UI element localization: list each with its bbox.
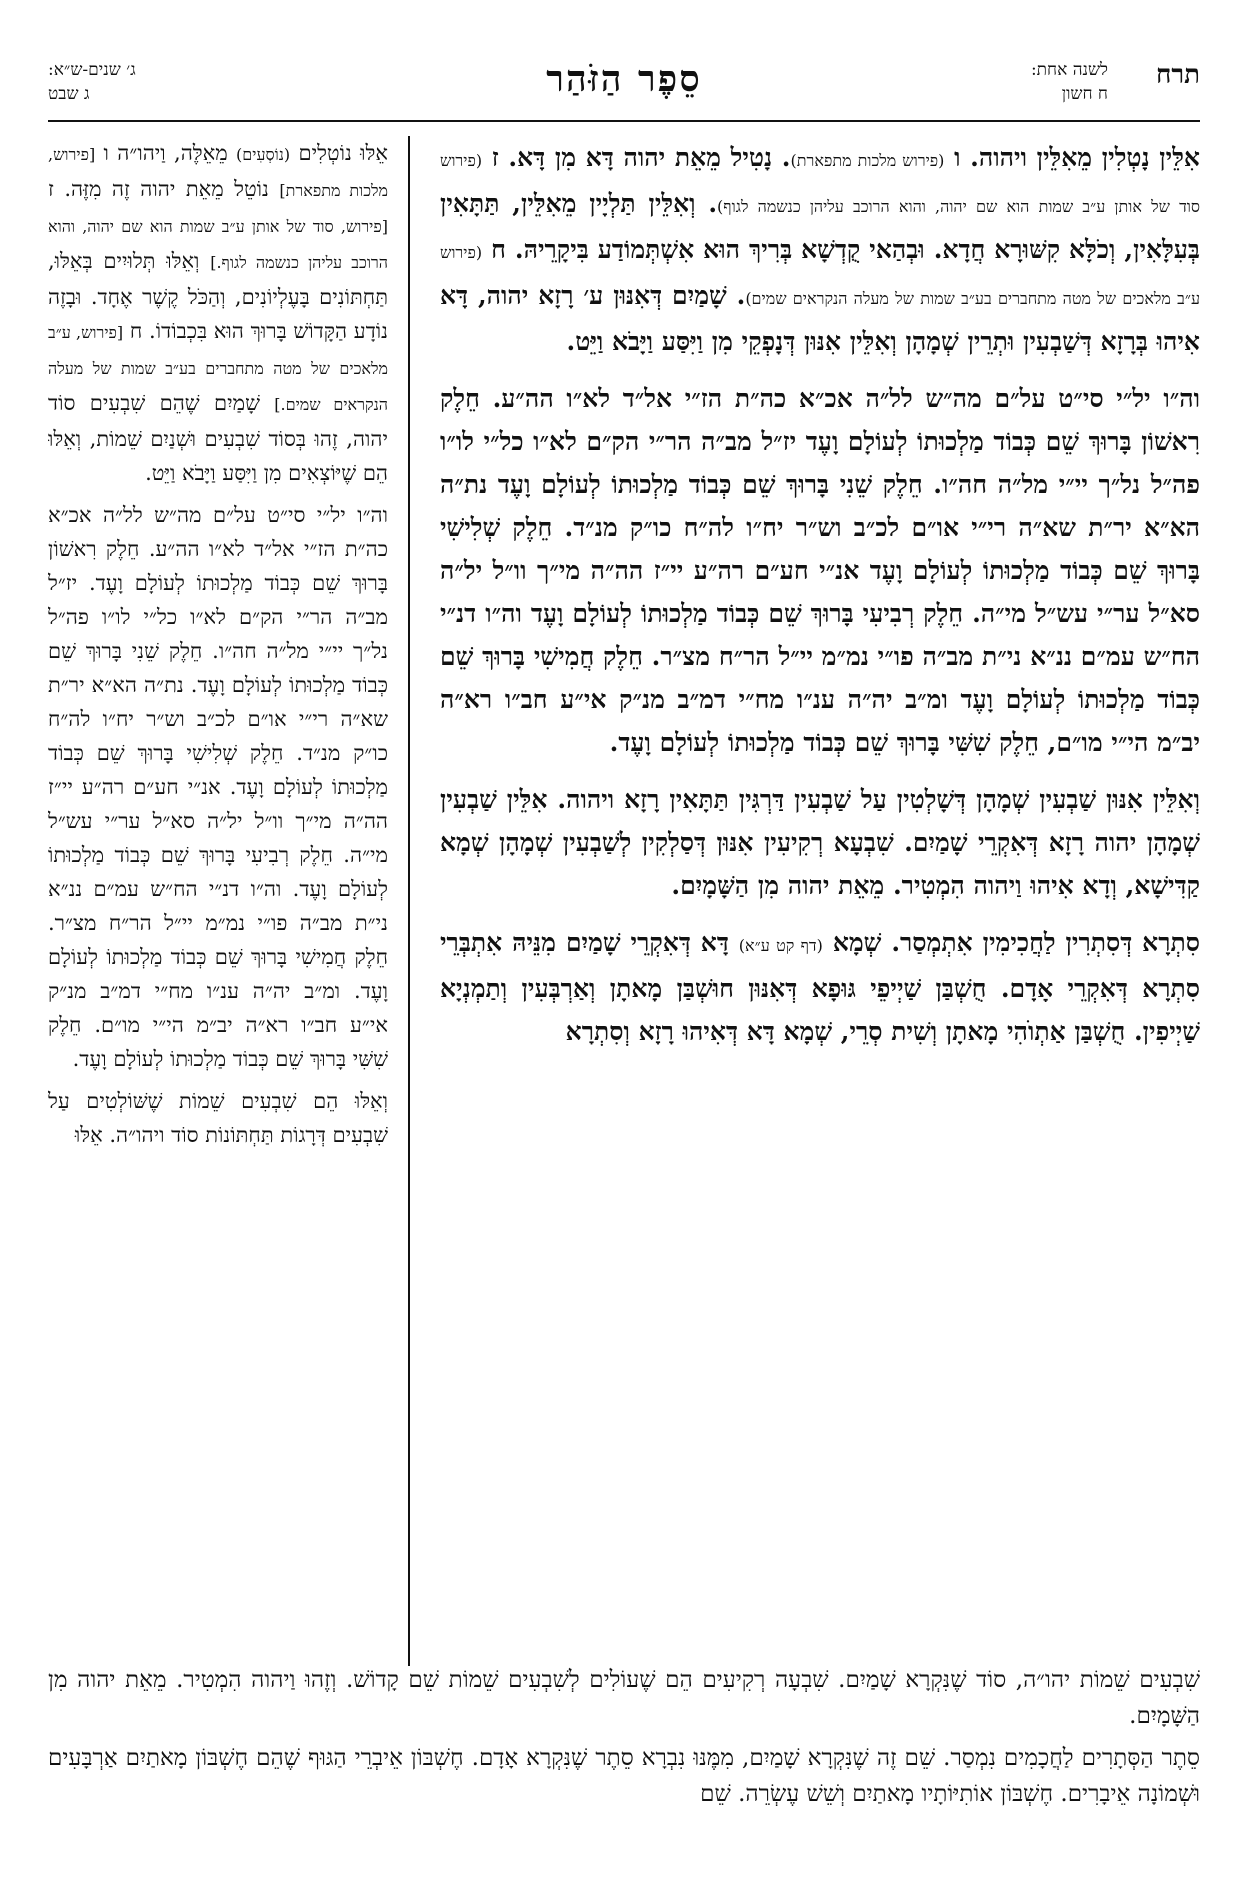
aramaic-paragraph-1: אִלֵּין נָטְלִין מֵאִלֵּין ויהוה. ו (פירוש מלכות מתפארת). נָטִיל מֵאֵת יהוה דָּא מִן דָּא. ז (פירוש סוד של אותן ע״ב שמות הוא שם יהוה, והוא הרוכב עליהן כנשמה לגוף). וְאִלֵּין תַּלְיָין מֵאִלֵּין, תַּתָּאִין בְּעִלָּאִין, וְכֹלָּא קִשּׁוּרָא חֲדָא. וּבְהַאי קֻדְשָׁא בְּרִיךְ הוּא אִשְׁתְּמוֹדַע בִּיקָרֵיהּ. ח (פירוש ע״ב מלאכים של מטה מתחברים בע״ב שמות של מעלה הנקראים שמים). שָׁמַיִם דְּאִנּוּן ע׳ רָזָא יהוה, דָּא אִיהוּ בְּרָזָא דְּשַׁבְעִין וּתְרֵין שְׁמָהָן וְאִלֵּין אִנּוּן דְּנָפְקֵי מִן וַיִּסַּע וַיָּבֹא וַיֵּט. xyxy=(440,143,1200,356)
schedule-date-left: ג שבט xyxy=(48,84,90,104)
aramaic-column xyxy=(440,136,1200,1656)
translation-paragraph-3: וְאֵלּוּ הֵם שִׁבְעִים שֵׁמוֹת שֶׁשּׁוֹלְטִים עַל שִׁבְעִים דְּרָגוֹת תַּחְתּוֹנוֹת סוֹד ויהו״ה. אֵלּוּ xyxy=(48,1089,388,1147)
inline-note: [פירוש, סוד של אותן ע״ב שמות הוא שם יהוה, והוא הרוכב עליהן כנשמה לגוף.] xyxy=(48,217,388,272)
aramaic-paragraph-2: וה״ו יל״י סי״ט על״ם מה״ש לל״ה אכ״א כה״ת הז״י אל״ד לא״ו הה״ע. חֵלֶק רִאשׁוֹן בָּרוּךְ שֵׁם כְּבוֹד מַלְכוּתוֹ לְעוֹלָם וָעֶד יז״ל מב״ה הר״י הק״ם לא״ו כל״י לו״ו פה״ל נל״ך יי״י מל״ה חה״ו. חֵלֶק שֵׁנִי בָּרוּךְ שֵׁם כְּבוֹד מַלְכוּתוֹ לְעוֹלָם וָעֶד נת״ה הא״א יר״ת שא״ה רי״י או״ם לכ״ב וש״ר יח״ו לה״ח כו״ק מנ״ד. חֵלֶק שְׁלִישִׁי בָּרוּךְ שֵׁם כְּבוֹד מַלְכוּתוֹ לְעוֹלָם וָעֶד אנ״י חע״ם רה״ע יי״ז הה״ה מי״ך וו״ל יל״ה סא״ל ער״י עש״ל מי״ה. חֵלֶק רְבִיעִי בָּרוּךְ שֵׁם כְּבוֹד מַלְכוּתוֹ לְעוֹלָם וָעֶד וה״ו דנ״י הח״ש עמ״ם ננ״א ני״ת מב״ה פו״י נמ״מ יי״ל הר״ח מצ״ר. חֵלֶק חֲמִישִׁי בָּרוּךְ שֵׁם כְּבוֹד מַלְכוּתוֹ לְעוֹלָם וָעֶד ומ״ב יה״ה ענ״ו מח״י דמ״ב מנ״ק אי״ע חב״ו רא״ה יב״מ הי״י מו״ם, חֵלֶק שִׁשִּׁי בָּרוּךְ שֵׁם כְּבוֹד מַלְכוּתוֹ לְעוֹלָם וָעֶד. xyxy=(440,384,1200,757)
book-page xyxy=(48,56,1200,1840)
inline-note: (פירוש מלכות מתפארת) xyxy=(790,151,945,170)
folio-reference: (דף קט ע״א) xyxy=(738,936,823,955)
schedule-date-right: ח חשון xyxy=(1061,84,1108,104)
aramaic-paragraph-3: וְאִלֵּין אִנּוּן שַׁבְעִין שְׁמָהָן דְּשָׁלְטִין עַל שַׁבְעִין דַּרְגִּין תַּתָּאִין רָזָא ויהוה. אִלֵּין שַׁבְעִין שְׁמָהָן יהוה רָזָא דְּאִקְרֵי שָׁמַיִם. שִׁבְעָא רְקִיעִין אִנּוּן דְּסַלְקִין לְשַׁבְעִין שְׁמָהָן שְׁמָא קַדִּישָׁא, וְדָא אִיהוּ וַיהוה הִמְטִיר. מֵאֵת יהוה מִן הַשָּׁמָיִם. xyxy=(440,785,1200,900)
page-number: תרח xyxy=(1155,60,1200,90)
translation-column xyxy=(48,136,388,1656)
inline-note: [פירוש, ע״ב מלאכים של מטה מתחברים בע״ב שמות של מעלה הנקראים שמים.] xyxy=(48,323,388,414)
schedule-three-years: ג׳ שנים-ש״א: xyxy=(48,60,136,80)
translation-paragraph-1: אֵלּוּ נוֹטְלִים (נוֹסְעִים) מֵאֵלֶּה, וַיהו״ה ו [פירוש, מלכות מתפארת] נוֹטֵל מֵאֵת יהוה זֶה מִזֶּה. ז [פירוש, סוד של אותן ע״ב שמות הוא שם יהוה, והוא הרוכב עליהן כנשמה לגוף.] וְאֵלּוּ תְּלוּיִים בְּאֵלּוּ, תַּחְתּוֹנִים בָּעֶלְיוֹנִים, וְהַכֹּל קֶשֶׁר אֶחָד. וּבָזֶה נוֹדָע הַקָּדוֹשׁ בָּרוּךְ הוּא בִּכְבוֹדוֹ. ח [פירוש, ע״ב מלאכים של מטה מתחברים בע״ב שמות של מעלה הנקראים שמים.] שָׁמַיִם שֶׁהֵם שִׁבְעִים סוֹד יהוה, זֶהוּ בְּסוֹד שִׁבְעִים וּשְׁנַיִם שֵׁמוֹת, וְאֵלּוּ הֵם שֶׁיּוֹצְאִים מִן וַיִּסַּע וַיָּבֹא וַיֵּט. xyxy=(48,141,388,485)
bottom-translation xyxy=(48,1662,1200,1818)
translation-paragraph-2: וה״ו יל״י סי״ט על״ם מה״ש לל״ה אכ״א כה״ת הז״י אל״ד לא״ו הה״ע. חֵלֶק רִאשׁוֹן בָּרוּךְ שֵׁם כְּבוֹד מַלְכוּתוֹ לְעוֹלָם וָעֶד. יז״ל מב״ה הר״י הק״ם לא״ו כל״י לו״ו פה״ל נל״ך יי״י מל״ה חה״ו. חֵלֶק שֵׁנִי בָּרוּךְ שֵׁם כְּבוֹד מַלְכוּתוֹ לְעוֹלָם וָעֶד. נת״ה הא״א יר״ת שא״ה רי״י או״ם לכ״ב וש״ר יח״ו לה״ח כו״ק מנ״ד. חֵלֶק שְׁלִישִׁי בָּרוּךְ שֵׁם כְּבוֹד מַלְכוּתוֹ לְעוֹלָם וָעֶד. אנ״י חע״ם רה״ע יי״ז הה״ה מי״ך וו״ל יל״ה סא״ל ער״י עש״ל מי״ה. חֵלֶק רְבִיעִי בָּרוּךְ שֵׁם כְּבוֹד מַלְכוּתוֹ לְעוֹלָם וָעֶד. וה״ו דנ״י הח״ש עמ״ם ננ״א ני״ת מב״ה פו״י נמ״מ יי״ל הר״ח מצ״ר. חֵלֶק חֲמִישִׁי בָּרוּךְ שֵׁם כְּבוֹד מַלְכוּתוֹ לְעוֹלָם וָעֶד. ומ״ב יה״ה ענ״ו מח״י דמ״ב מנ״ק אי״ע חב״ו רא״ה יב״מ הי״י מו״ם. חֵלֶק שִׁשִּׁי בָּרוּךְ שֵׁם כְּבוֹד מַלְכוּתוֹ לְעוֹלָם וָעֶד. xyxy=(48,503,388,1071)
column-divider xyxy=(408,136,410,1666)
schedule-one-year: לשנה אחת: xyxy=(1030,60,1108,80)
book-title: סֵפֶר הַזֹּהַר xyxy=(546,58,702,100)
inline-note: (נוֹסְעִים) xyxy=(236,145,291,164)
inline-note: (פירוש ע״ב מלאכים של מטה מתחברים בע״ב שמות של מעלה הנקראים שמים) xyxy=(440,243,1200,308)
bottom-paragraph-1: שִׁבְעִים שֵׁמוֹת יהו״ה, סוֹד שֶׁנִּקְרָא שָׁמַיִם. שִׁבְעָה רְקִיעִים הֵם שֶׁעוֹלִים לְשִׁבְעִים שֵׁמוֹת שֵׁם קָדוֹשׁ. וְזֶהוּ וַיהוה הִמְטִיר. מֵאֵת יהוה מִן הַשָּׁמָיִם. xyxy=(48,1667,1200,1729)
inline-note: [פירוש, מלכות מתפארת] xyxy=(48,145,388,200)
aramaic-paragraph-4: סִתְרָא דְּסִתְרִין לַחֲכִימִין אִתְמְסַר. שְׁמָא (דף קט ע״א) דָּא דְּאִקְרֵי שָׁמַיִם מִנֵּיהּ אִתְבְּרֵי סִתְרָא דְּאִקְרֵי אָדָם. חֻשְׁבַּן שַׁיְיפֵי גּוּפָא דְּאִנּוּן חוּשְׁבַּן מָאתָן וְאַרְבְּעִין וְתַמְנְיָא שַׁיְיפִין. חֻשְׁבַּן אַתְוֺהִי מָאתָן וְשִׁית סְרֵי, שְׁמָא דָּא דְּאִיהוּ רָזָא וְסִתְרָא xyxy=(440,928,1200,1046)
inline-note: (פירוש סוד של אותן ע״ב שמות הוא שם יהוה, והוא הרוכב עליהן כנשמה לגוף) xyxy=(440,151,1200,216)
reading-schedule-left xyxy=(48,58,136,106)
bottom-paragraph-2: סֵתֶר הַסְּתָרִים לַחֲכָמִים נִמְסַר. שֵׁם זֶה שֶׁנִּקְרָא שָׁמַיִם, מִמֶּנּוּ נִבְרָא סֵתֶר שֶׁנִּקְרָא אָדָם. חֶשְׁבּוֹן אֵיבְרֵי הַגּוּף שֶׁהֵם חֶשְׁבּוֹן מָאתַיִם אַרְבָּעִים וּשְׁמוֹנָה אֵיבָרִים. חֶשְׁבּוֹן אוֹתִיּוֹתָיו מָאתַיִם וְשֵׁשׁ עֶשְׂרֵה. שֵׁם xyxy=(48,1745,1200,1807)
page-header xyxy=(48,56,1200,122)
